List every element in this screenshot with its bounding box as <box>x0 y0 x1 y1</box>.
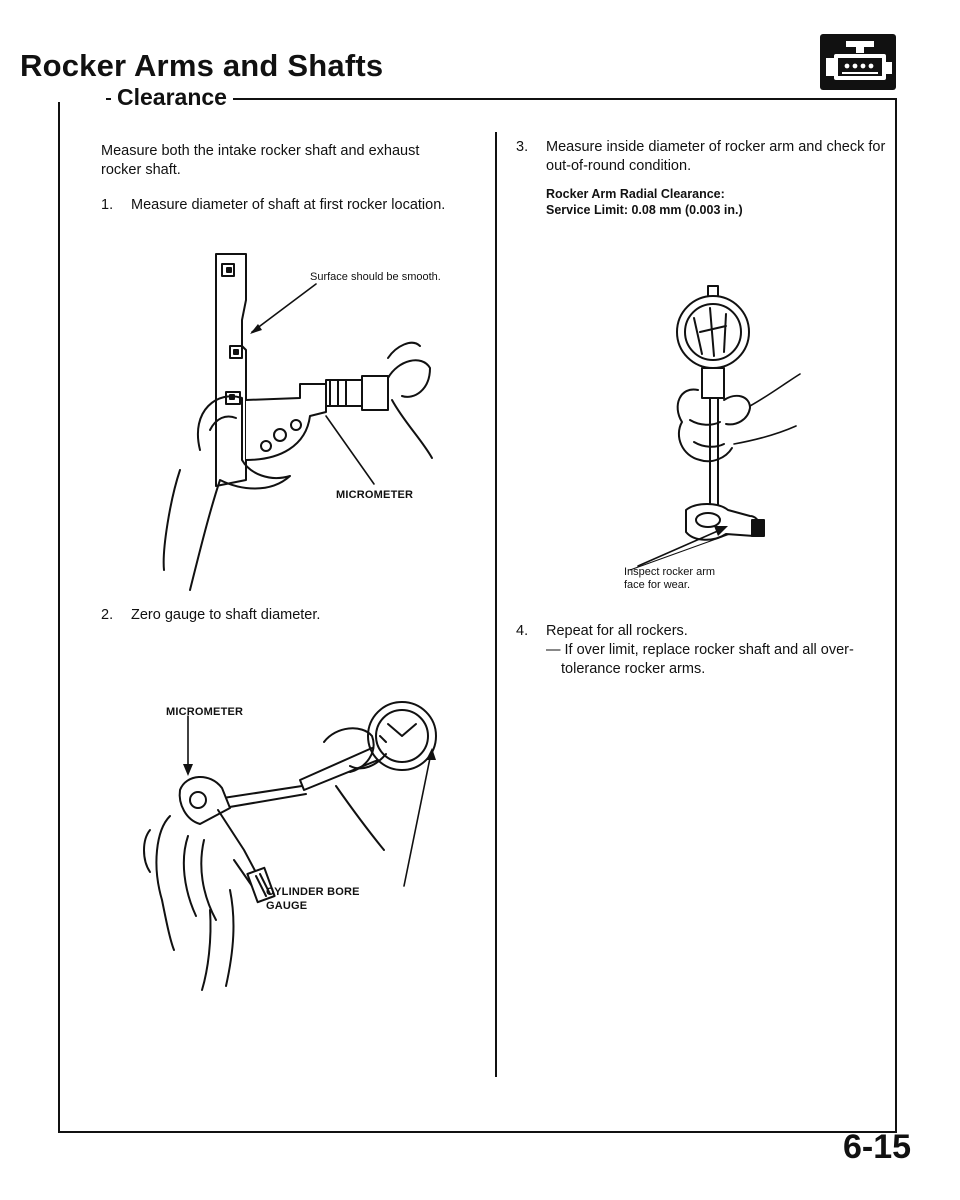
rocker-arm-gauge-figure <box>600 280 840 570</box>
engine-icon <box>820 34 896 90</box>
section-title: Clearance <box>111 84 233 111</box>
callout-surface: Surface should be smooth. <box>310 271 441 283</box>
step-1 <box>101 196 481 216</box>
column-divider <box>495 132 497 1077</box>
callout-gauge-1: CYLINDER BORE <box>266 886 360 898</box>
micrometer-shaft-figure <box>130 250 480 590</box>
step-4-text: Repeat for all rockers. <box>546 623 688 639</box>
step-3 <box>516 138 886 178</box>
spec-limit: Service Limit: 0.08 mm (0.003 in.) <box>546 203 743 217</box>
callout-gauge-2: GAUGE <box>266 900 308 912</box>
callout-inspect-2: face for wear. <box>624 579 691 591</box>
callout-micrometer-2: MICROMETER <box>166 706 244 718</box>
step-4-sub2: tolerance rocker arms. <box>561 661 706 677</box>
bore-gauge-zero-figure <box>140 690 490 990</box>
step-4-sub: — If over limit, replace rocker shaft and all over- <box>546 642 854 658</box>
page-title: Rocker Arms and Shafts <box>20 48 384 83</box>
page-number: 6-15 <box>843 1128 912 1166</box>
callout-inspect-1: Inspect rocker arm <box>624 566 716 578</box>
step-3-text: Measure inside diameter of rocker arm and check for out-of-round condition. <box>546 139 886 174</box>
callout-micrometer-1: MICROMETER <box>336 489 414 501</box>
step-3-number: 3. <box>516 139 529 155</box>
step-2-number: 2. <box>101 607 114 623</box>
step-4-number: 4. <box>516 623 529 639</box>
spec-heading: Rocker Arm Radial Clearance: <box>546 187 725 201</box>
intro-text: Measure both the intake rocker shaft and exhaust rocker shaft. <box>101 143 420 178</box>
step-2-text: Zero gauge to shaft diameter. <box>131 607 321 623</box>
engine-icon-graphic <box>820 34 896 90</box>
step-1-text: Measure diameter of shaft at first rocker location. <box>131 197 446 213</box>
step-1-number: 1. <box>101 197 114 213</box>
step-2 <box>101 606 481 626</box>
frame-notch <box>56 96 106 102</box>
step-4 <box>516 622 891 682</box>
